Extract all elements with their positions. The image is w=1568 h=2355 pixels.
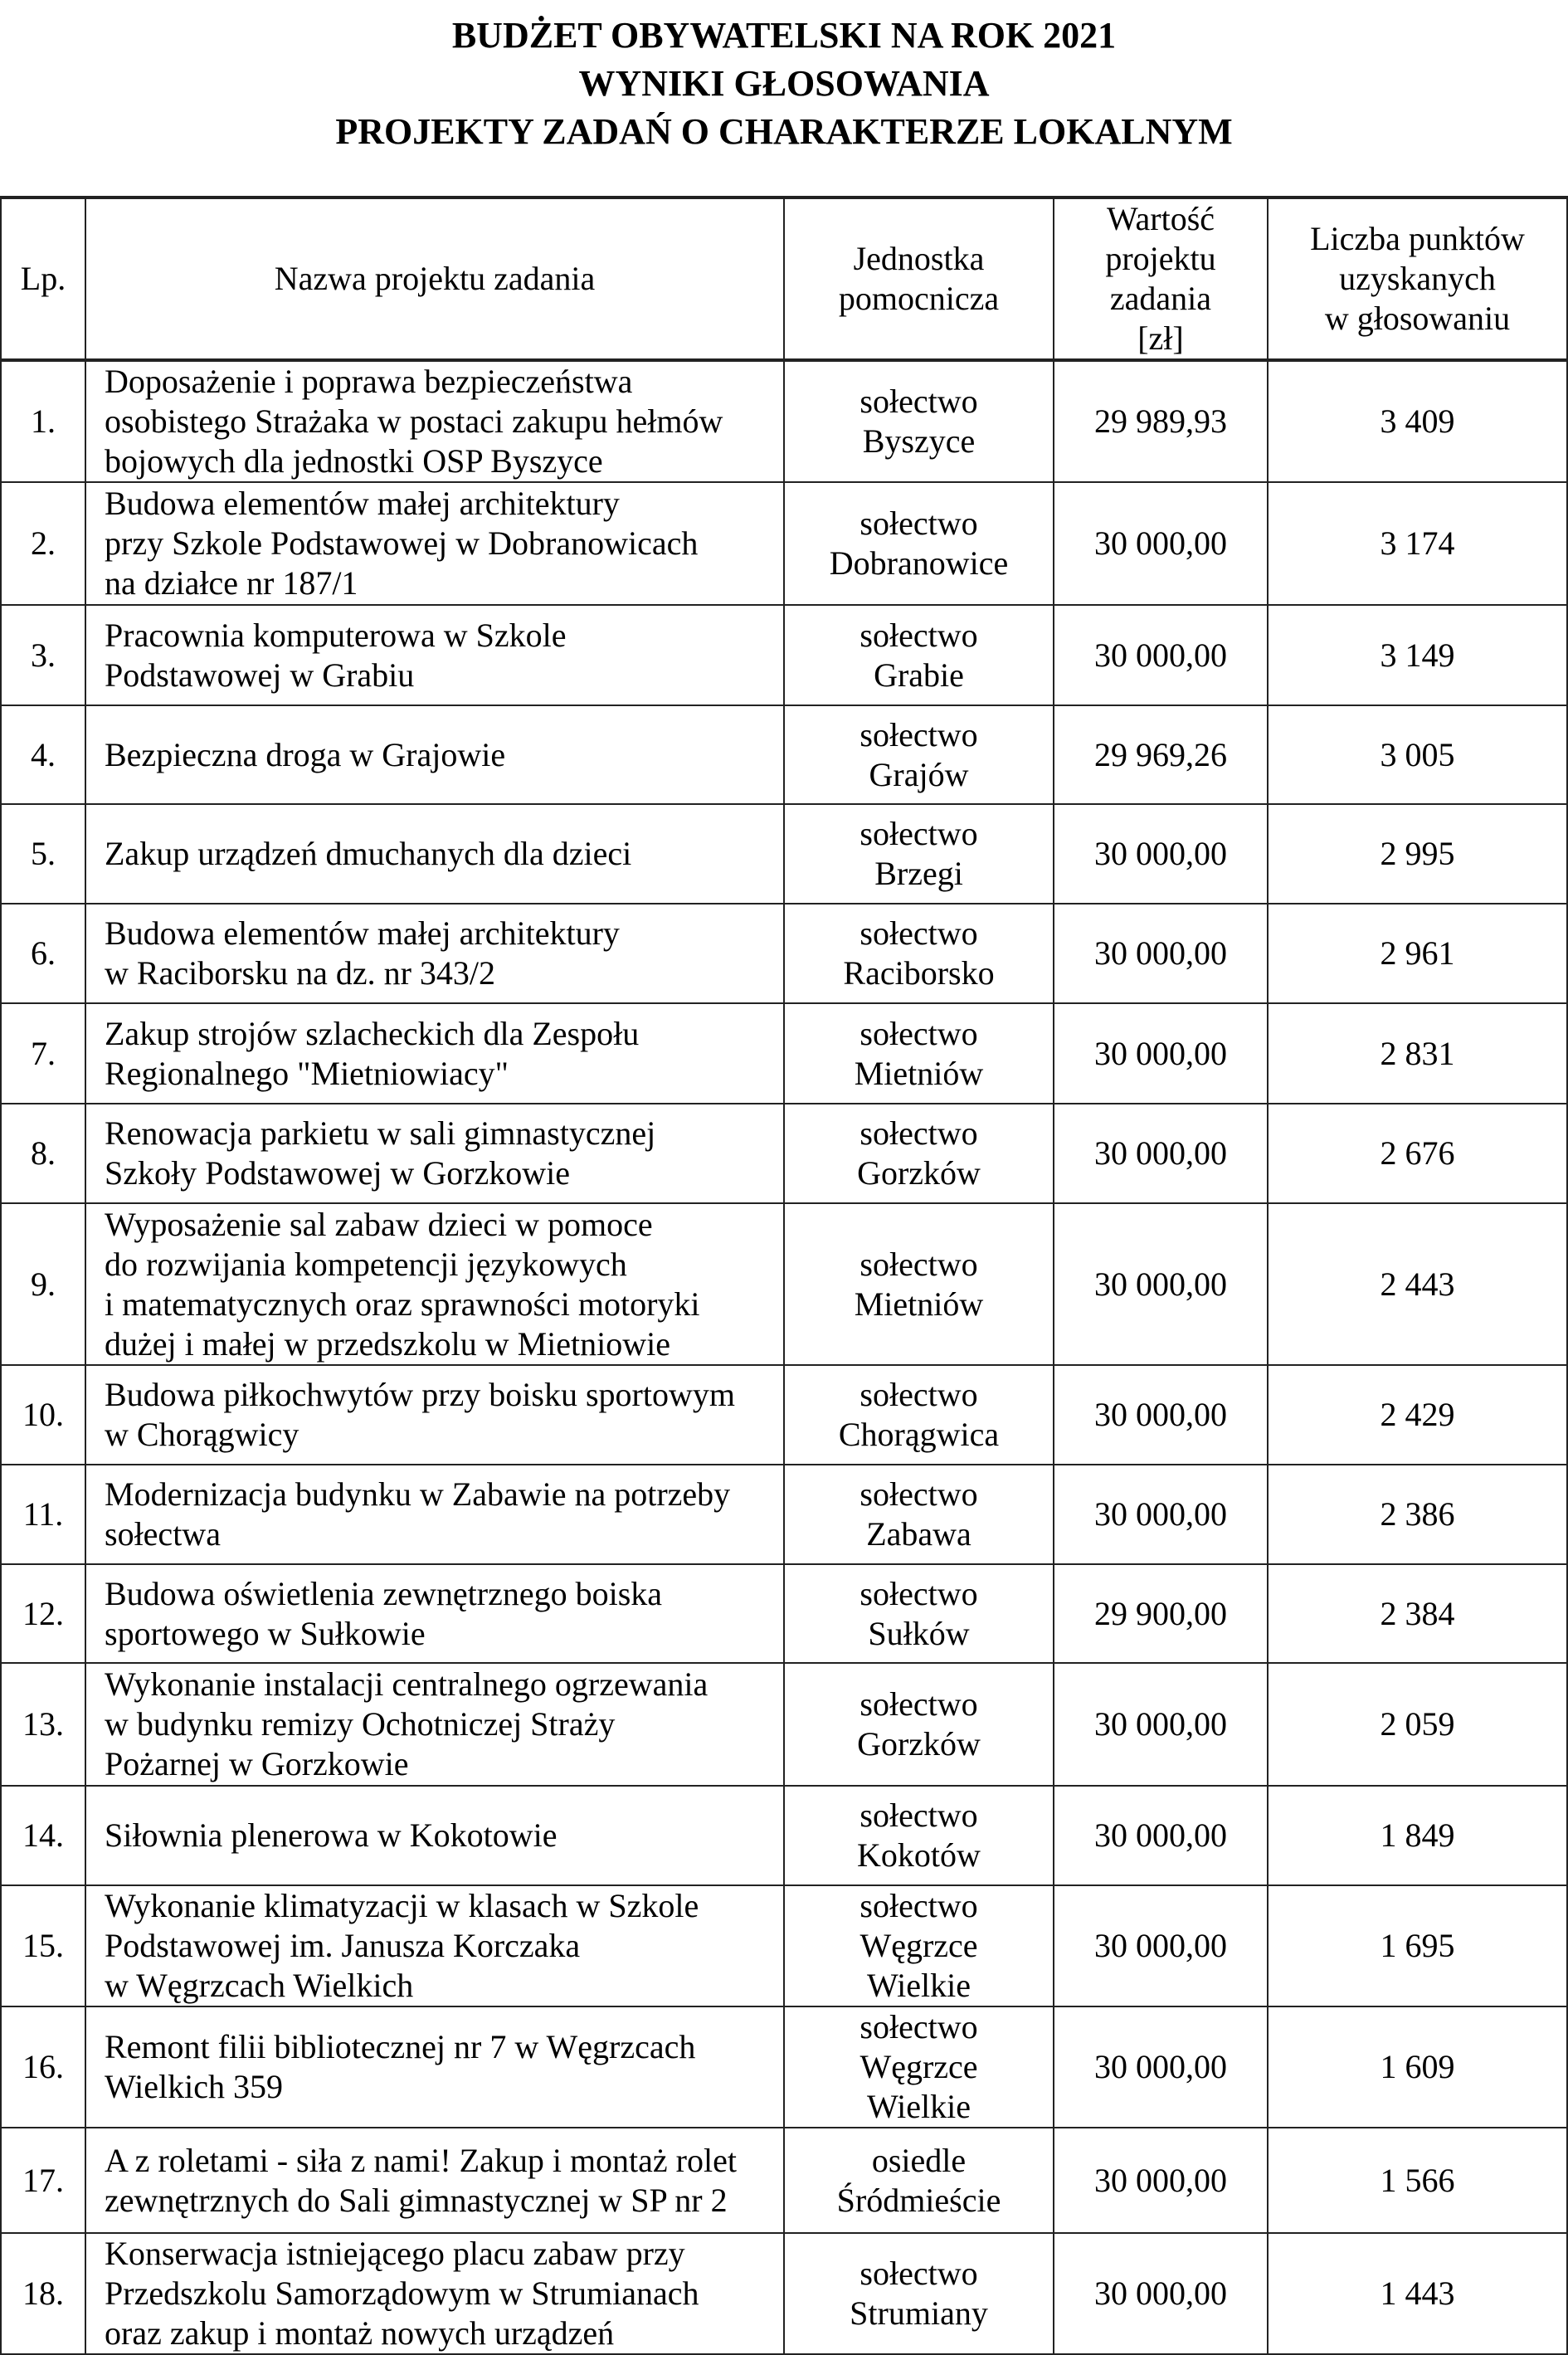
- header-points: Liczba punktów uzyskanych w głosowaniu: [1268, 197, 1567, 360]
- points-count: 1 443: [1268, 2233, 1567, 2354]
- results-table: [0, 196, 1568, 2355]
- row-number: 10.: [1, 1365, 85, 1465]
- row-number: 2.: [1, 482, 85, 605]
- title-line-projects: PROJEKTY ZADAŃ O CHARAKTERZE LOKALNYM: [335, 111, 1233, 152]
- points-count: 1 695: [1268, 1885, 1567, 2006]
- project-name: Konserwacja istniejącego placu zabaw przy Przedszkolu Samorządowym w Strumianach oraz zakup i montaż nowych urządzeń: [85, 2233, 784, 2354]
- row-number: 16.: [1, 2006, 85, 2128]
- project-name: Wykonanie klimatyzacji w klasach w Szkole Podstawowej im. Janusza Korczaka w Węgrzcach Wielkich: [85, 1885, 784, 2006]
- header-value: Wartość projektu zadania [zł]: [1054, 197, 1268, 360]
- unit-name: sołectwo Gorzków: [784, 1663, 1054, 1786]
- unit-name: sołectwo Raciborsko: [784, 904, 1054, 1003]
- points-count: 2 059: [1268, 1663, 1567, 1786]
- points-count: 2 831: [1268, 1003, 1567, 1104]
- row-number: 11.: [1, 1465, 85, 1564]
- project-name: Remont filii bibliotecznej nr 7 w Węgrzcach Wielkich 359: [85, 2006, 784, 2128]
- table-row: [1, 705, 1567, 804]
- document-title: [0, 12, 1568, 156]
- unit-name: sołectwo Sułków: [784, 1564, 1054, 1663]
- title-line-results: WYNIKI GŁOSOWANIA: [578, 63, 990, 104]
- unit-name: sołectwo Grajów: [784, 705, 1054, 804]
- header-name: Nazwa projektu zadania: [85, 197, 784, 360]
- unit-name: sołectwo Węgrzce Wielkie: [784, 2006, 1054, 2128]
- row-number: 15.: [1, 1885, 85, 2006]
- project-value: 30 000,00: [1054, 1104, 1268, 1203]
- project-value: 30 000,00: [1054, 1663, 1268, 1786]
- points-count: 2 676: [1268, 1104, 1567, 1203]
- points-count: 1 849: [1268, 1786, 1567, 1885]
- points-count: 2 429: [1268, 1365, 1567, 1465]
- table-row: [1, 1564, 1567, 1663]
- points-count: 3 149: [1268, 605, 1567, 705]
- table-row: [1, 482, 1567, 605]
- row-number: 18.: [1, 2233, 85, 2354]
- unit-name: sołectwo Gorzków: [784, 1104, 1054, 1203]
- row-number: 6.: [1, 904, 85, 1003]
- project-name: Zakup urządzeń dmuchanych dla dzieci: [85, 804, 784, 904]
- row-number: 4.: [1, 705, 85, 804]
- project-name: Bezpieczna droga w Grajowie: [85, 705, 784, 804]
- row-number: 1.: [1, 360, 85, 482]
- project-value: 29 969,26: [1054, 705, 1268, 804]
- project-value: 30 000,00: [1054, 1365, 1268, 1465]
- table-row: [1, 1104, 1567, 1203]
- project-name: Wyposażenie sal zabaw dzieci w pomoce do rozwijania kompetencji językowych i matematycznych oraz sprawności motoryki dużej i małej w przedszkolu w Mietniowie: [85, 1203, 784, 1365]
- table-body: [1, 360, 1567, 2354]
- project-value: 30 000,00: [1054, 1786, 1268, 1885]
- points-count: 1 566: [1268, 2128, 1567, 2233]
- project-value: 30 000,00: [1054, 605, 1268, 705]
- project-name: Siłownia plenerowa w Kokotowie: [85, 1786, 784, 1885]
- project-name: Budowa elementów małej architektury w Raciborsku na dz. nr 343/2: [85, 904, 784, 1003]
- unit-name: sołectwo Dobranowice: [784, 482, 1054, 605]
- row-number: 3.: [1, 605, 85, 705]
- table-row: [1, 2128, 1567, 2233]
- table-row: [1, 2006, 1567, 2128]
- project-value: 30 000,00: [1054, 2128, 1268, 2233]
- points-count: 3 409: [1268, 360, 1567, 482]
- title-line-budget: BUDŻET OBYWATELSKI NA ROK 2021: [451, 15, 1117, 56]
- project-name: Renowacja parkietu w sali gimnastycznej Szkoły Podstawowej w Gorzkowie: [85, 1104, 784, 1203]
- table-row: [1, 1663, 1567, 1786]
- unit-name: sołectwo Grabie: [784, 605, 1054, 705]
- unit-name: sołectwo Strumiany: [784, 2233, 1054, 2354]
- header-lp: Lp.: [1, 197, 85, 360]
- points-count: 2 995: [1268, 804, 1567, 904]
- project-value: 30 000,00: [1054, 1203, 1268, 1365]
- project-name: Doposażenie i poprawa bezpieczeństwa osobistego Strażaka w postaci zakupu hełmów bojowych dla jednostki OSP Byszyce: [85, 360, 784, 482]
- points-count: 3 005: [1268, 705, 1567, 804]
- points-count: 1 609: [1268, 2006, 1567, 2128]
- project-value: 30 000,00: [1054, 2233, 1268, 2354]
- table-row: [1, 1365, 1567, 1465]
- table-row: [1, 360, 1567, 482]
- row-number: 12.: [1, 1564, 85, 1663]
- project-value: 30 000,00: [1054, 1003, 1268, 1104]
- row-number: 13.: [1, 1663, 85, 1786]
- unit-name: sołectwo Chorągwica: [784, 1365, 1054, 1465]
- unit-name: sołectwo Węgrzce Wielkie: [784, 1885, 1054, 2006]
- table-row: [1, 1885, 1567, 2006]
- row-number: 9.: [1, 1203, 85, 1365]
- project-name: Zakup strojów szlacheckich dla Zespołu Regionalnego "Mietniowiacy": [85, 1003, 784, 1104]
- unit-name: sołectwo Byszyce: [784, 360, 1054, 482]
- unit-name: sołectwo Mietniów: [784, 1003, 1054, 1104]
- table-header-row: [1, 197, 1567, 360]
- header-unit: Jednostka pomocnicza: [784, 197, 1054, 360]
- unit-name: sołectwo Kokotów: [784, 1786, 1054, 1885]
- unit-name: osiedle Śródmieście: [784, 2128, 1054, 2233]
- table-row: [1, 2233, 1567, 2354]
- project-name: Budowa oświetlenia zewnętrznego boiska sportowego w Sułkowie: [85, 1564, 784, 1663]
- points-count: 2 961: [1268, 904, 1567, 1003]
- project-name: A z roletami - siła z nami! Zakup i montaż rolet zewnętrznych do Sali gimnastycznej w SP nr 2: [85, 2128, 784, 2233]
- project-name: Wykonanie instalacji centralnego ogrzewania w budynku remizy Ochotniczej Straży Pożarnej w Gorzkowie: [85, 1663, 784, 1786]
- project-value: 30 000,00: [1054, 1465, 1268, 1564]
- points-count: 2 443: [1268, 1203, 1567, 1365]
- project-value: 29 989,93: [1054, 360, 1268, 482]
- row-number: 5.: [1, 804, 85, 904]
- project-value: 30 000,00: [1054, 2006, 1268, 2128]
- row-number: 17.: [1, 2128, 85, 2233]
- table-row: [1, 605, 1567, 705]
- project-value: 30 000,00: [1054, 804, 1268, 904]
- project-value: 30 000,00: [1054, 1885, 1268, 2006]
- unit-name: sołectwo Zabawa: [784, 1465, 1054, 1564]
- table-row: [1, 1203, 1567, 1365]
- table-row: [1, 904, 1567, 1003]
- table-row: [1, 804, 1567, 904]
- points-count: 2 384: [1268, 1564, 1567, 1663]
- project-value: 30 000,00: [1054, 482, 1268, 605]
- project-value: 29 900,00: [1054, 1564, 1268, 1663]
- row-number: 7.: [1, 1003, 85, 1104]
- table-row: [1, 1786, 1567, 1885]
- points-count: 3 174: [1268, 482, 1567, 605]
- unit-name: sołectwo Brzegi: [784, 804, 1054, 904]
- project-value: 30 000,00: [1054, 904, 1268, 1003]
- row-number: 8.: [1, 1104, 85, 1203]
- row-number: 14.: [1, 1786, 85, 1885]
- points-count: 2 386: [1268, 1465, 1567, 1564]
- unit-name: sołectwo Mietniów: [784, 1203, 1054, 1365]
- project-name: Pracownia komputerowa w Szkole Podstawowej w Grabiu: [85, 605, 784, 705]
- project-name: Budowa piłkochwytów przy boisku sportowym w Chorągwicy: [85, 1365, 784, 1465]
- project-name: Budowa elementów małej architektury przy Szkole Podstawowej w Dobranowicach na działce nr 187/1: [85, 482, 784, 605]
- table-row: [1, 1003, 1567, 1104]
- table-row: [1, 1465, 1567, 1564]
- project-name: Modernizacja budynku w Zabawie na potrzeby sołectwa: [85, 1465, 784, 1564]
